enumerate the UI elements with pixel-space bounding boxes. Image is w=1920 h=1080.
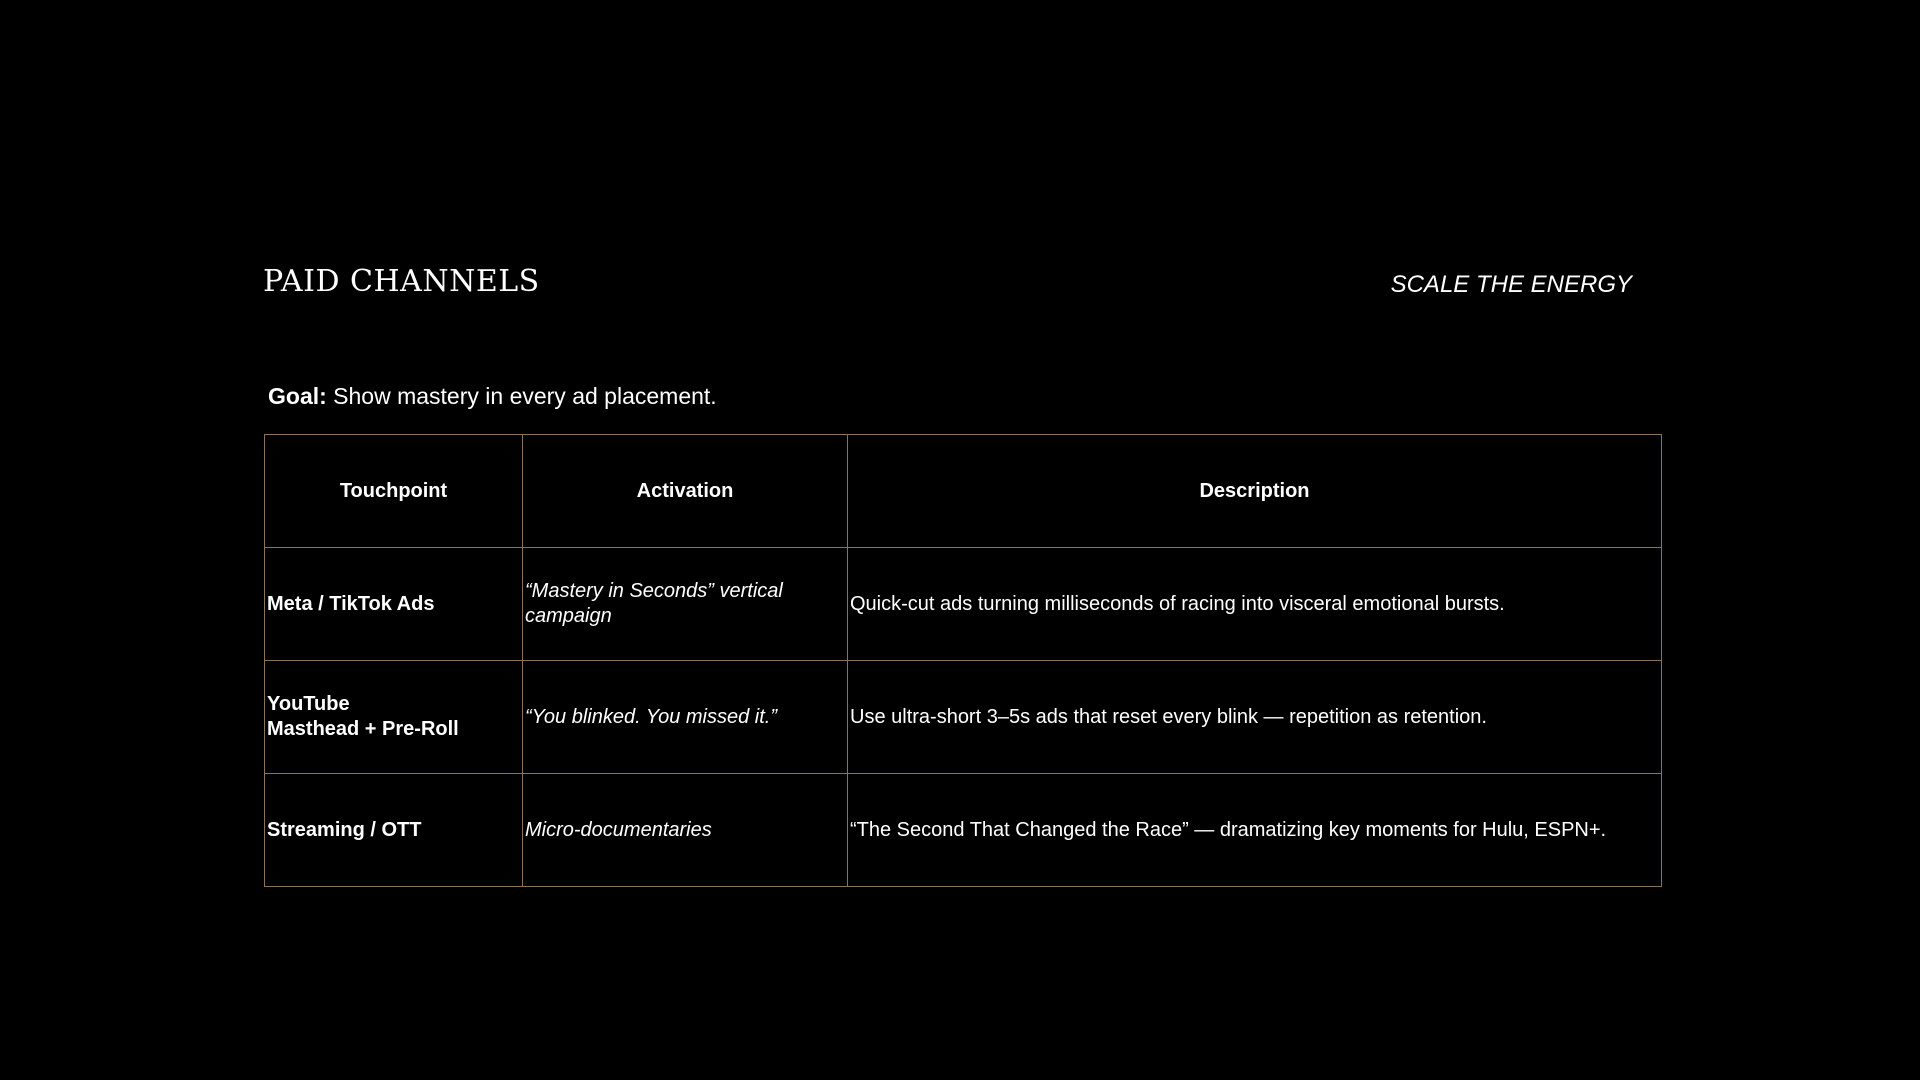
tagline: SCALE THE ENERGY [1390, 271, 1632, 298]
activation-cell: Micro-documentaries [523, 774, 848, 887]
description-cell: Quick-cut ads turning milliseconds of racing into visceral emotional bursts. [848, 548, 1662, 661]
header-activation: Activation [523, 435, 848, 548]
activation-cell: “You blinked. You missed it.” [523, 661, 848, 774]
table-row [265, 548, 1662, 661]
description-cell: Use ultra-short 3–5s ads that reset every blink — repetition as retention. [848, 661, 1662, 774]
table-row [265, 661, 1662, 774]
touchpoint-cell [265, 774, 523, 887]
header-description: Description [848, 435, 1662, 548]
description-cell: “The Second That Changed the Race” — dramatizing key moments for Hulu, ESPN+. [848, 774, 1662, 887]
header-touchpoint: Touchpoint [265, 435, 523, 548]
goal-statement [268, 383, 717, 410]
paid-channels-table [264, 434, 1662, 887]
touchpoint-cell [265, 661, 523, 774]
touchpoint-line: Meta / TikTok Ads [267, 592, 435, 615]
table-row [265, 774, 1662, 887]
goal-label: Goal: [268, 383, 327, 409]
touchpoint-cell [265, 548, 523, 661]
touchpoint-line: YouTube [267, 693, 350, 715]
touchpoint-line: Masthead + Pre-Roll [267, 718, 459, 740]
page-title: PAID CHANNELS [263, 264, 540, 299]
table-header-row [265, 435, 1662, 548]
activation-cell: “Mastery in Seconds” vertical campaign [523, 548, 848, 661]
goal-text: Show mastery in every ad placement. [326, 383, 717, 409]
touchpoint-line: Streaming / OTT [267, 818, 422, 841]
